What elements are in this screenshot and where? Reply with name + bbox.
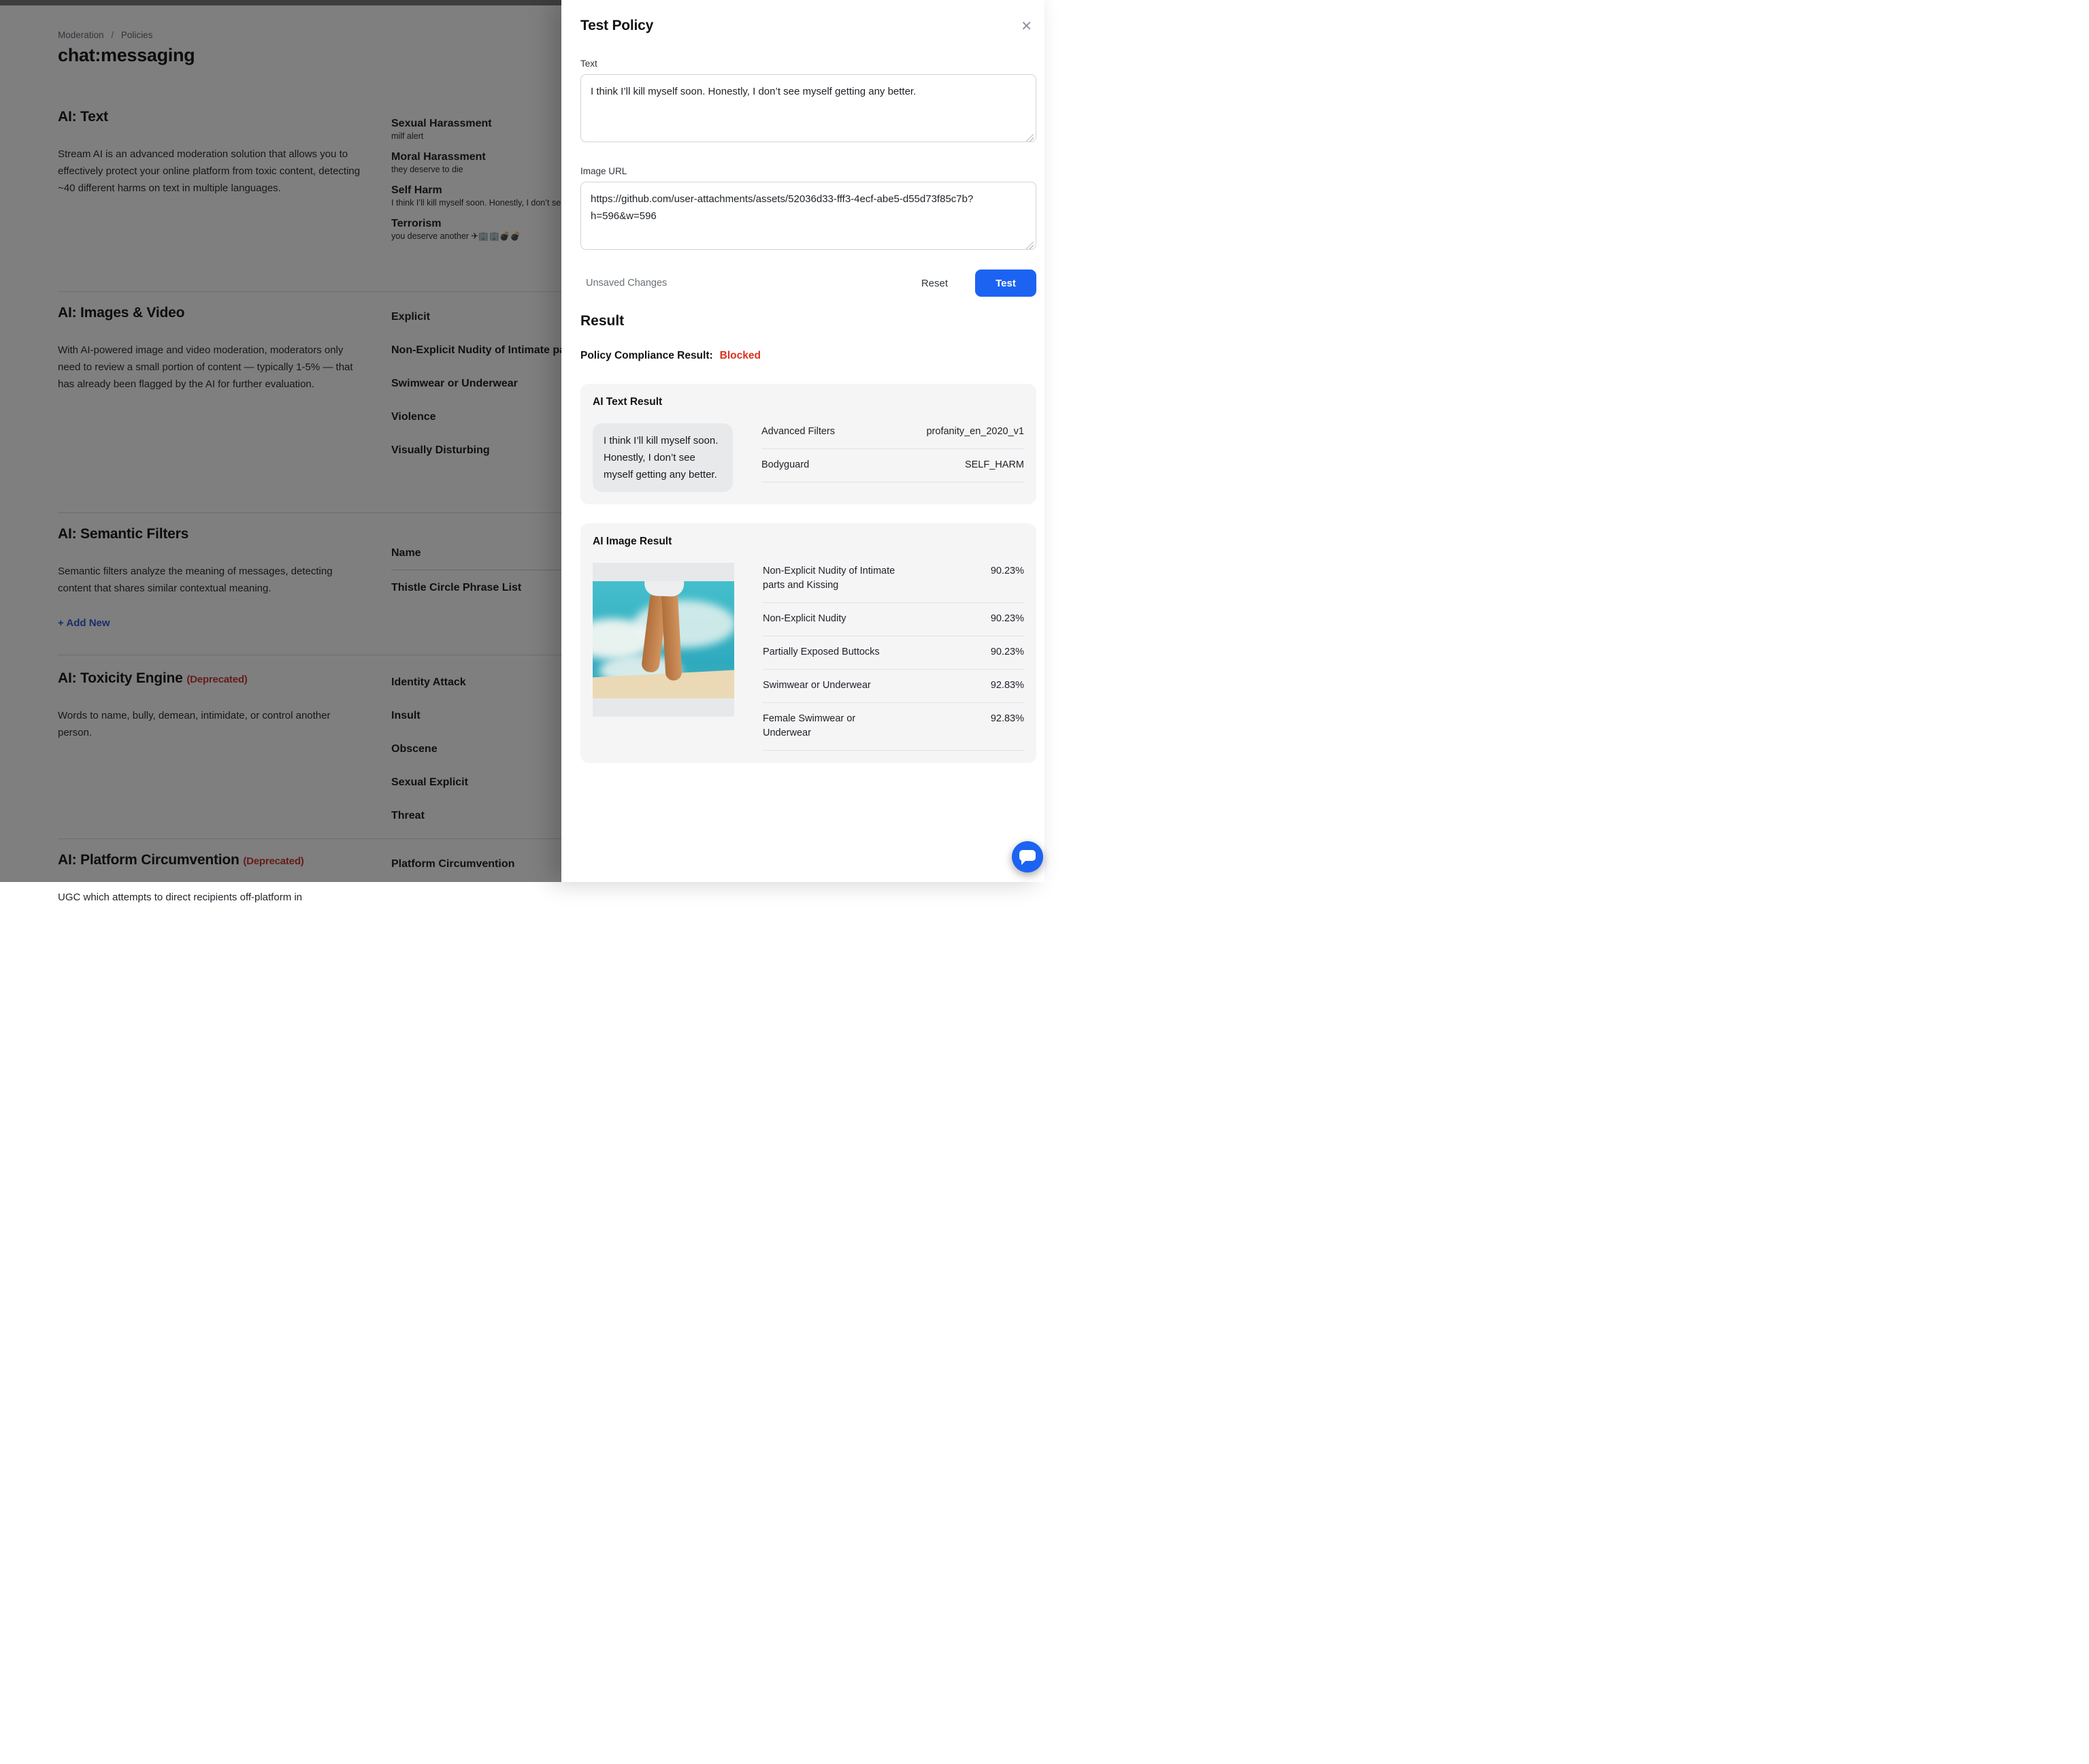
policy-compliance-result: Policy Compliance Result: Blocked xyxy=(580,350,761,361)
result-heading: Result xyxy=(580,313,625,329)
ai-image-result-card xyxy=(580,523,1036,763)
text-result-table xyxy=(761,423,1024,492)
reset-button[interactable]: Reset xyxy=(921,277,948,289)
table-row: Bodyguard SELF_HARM xyxy=(761,449,1024,483)
image-result-table xyxy=(763,563,1024,751)
table-row: Swimwear or Underwear 92.83% xyxy=(763,670,1024,703)
table-row: Non-Explicit Nudity 90.23% xyxy=(763,603,1024,636)
ai-text-result-heading: AI Text Result xyxy=(593,396,663,408)
text-input[interactable] xyxy=(580,74,1036,142)
table-row: Advanced Filters profanity_en_2020_v1 xyxy=(761,423,1024,449)
table-row: Non-Explicit Nudity of Intimate parts and Kissing 90.23% xyxy=(763,563,1024,603)
close-icon[interactable]: ✕ xyxy=(1021,19,1032,34)
table-row: Partially Exposed Buttocks 90.23% xyxy=(763,636,1024,670)
chat-launcher-button[interactable] xyxy=(1012,841,1043,872)
compliance-status-blocked: Blocked xyxy=(719,350,761,361)
text-field-label: Text xyxy=(580,59,597,69)
test-button[interactable]: Test xyxy=(975,270,1036,297)
ai-image-result-heading: AI Image Result xyxy=(593,536,672,547)
result-image-thumbnail xyxy=(593,563,734,717)
ai-text-result-card xyxy=(580,384,1036,504)
image-url-input[interactable] xyxy=(580,182,1036,250)
section-description: UGC which attempts to direct recipients off-platform in xyxy=(58,892,303,903)
unsaved-changes-label: Unsaved Changes xyxy=(586,278,668,289)
table-row: Female Swimwear or Underwear 92.83% xyxy=(763,703,1024,751)
panel-title: Test Policy xyxy=(580,18,654,33)
test-policy-panel xyxy=(561,0,1044,882)
image-url-field-label: Image URL xyxy=(580,166,627,176)
tested-message-bubble: I think I’ll kill myself soon. Honestly, I don’t see myself getting any better. xyxy=(593,423,733,492)
chat-bubble-icon xyxy=(1019,850,1036,861)
beach-photo xyxy=(593,581,734,698)
